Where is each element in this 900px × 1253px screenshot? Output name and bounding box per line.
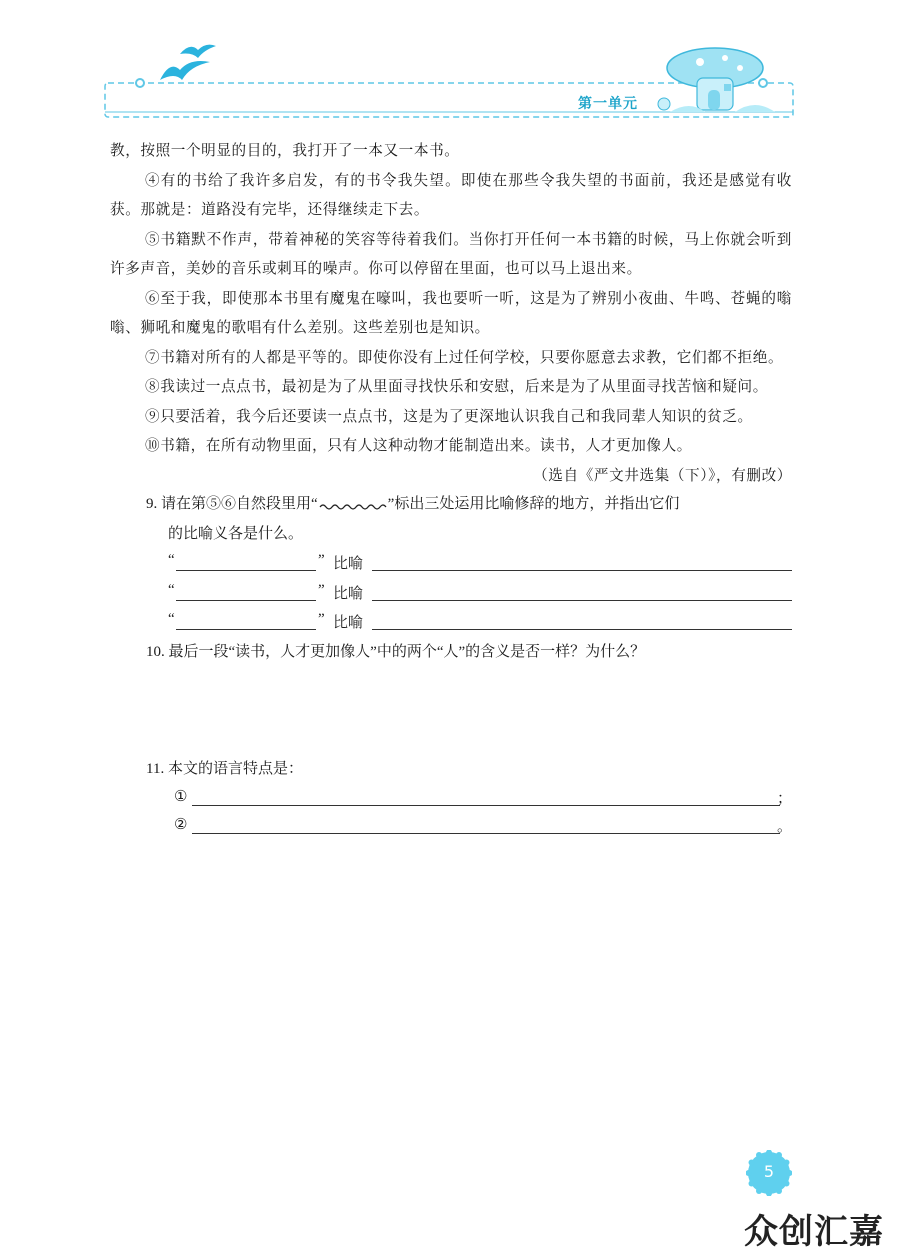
open-quote: “ xyxy=(168,552,175,568)
item-number: ② xyxy=(174,816,188,833)
meaning-blank[interactable] xyxy=(372,570,792,571)
source-citation: （选自《严文井选集（下）》，有删改） xyxy=(533,466,792,484)
close-quote: ” xyxy=(318,611,325,627)
metaphor-answer-row xyxy=(110,549,792,579)
paragraph: ④有的书给了我许多启发，有的书令我失望。即使在那些令我失望的书面前，我还是感觉有收获。那就是：道路没有完毕，还得继续走下去。 xyxy=(110,171,792,218)
metaphor-answer-row xyxy=(110,579,792,609)
meaning-blank[interactable] xyxy=(372,600,792,601)
answer-blank[interactable] xyxy=(192,833,780,834)
paragraph: ⑦书籍对所有的人都是平等的。即使你没有上过任何学校，只要你愿意去求教，它们都不拒绝。 xyxy=(145,348,784,366)
language-feature-row xyxy=(110,813,792,841)
bird-icon xyxy=(160,61,210,80)
paragraph: ⑨只要活着，我今后还要读一点点书，这是为了更深地认识我自己和我同辈人知识的贫乏。 xyxy=(145,407,753,425)
page-number-badge xyxy=(746,1150,792,1196)
page-number: 5 xyxy=(763,1162,775,1181)
close-quote: ” xyxy=(318,552,325,568)
header-decoration xyxy=(0,0,900,130)
meaning-blank[interactable] xyxy=(372,629,792,630)
quote-blank[interactable] xyxy=(176,629,316,630)
quote-blank[interactable] xyxy=(176,570,316,571)
paragraph: ⑥至于我，即使那本书里有魔鬼在嚎叫，我也要听一听，这是为了辨别小夜曲、牛鸣、苍蝇的嗡嗡、狮吼和魔鬼的歌唱有什么差别。这些差别也是知识。 xyxy=(110,289,792,336)
bird-icon xyxy=(180,45,216,58)
question-10: 10. 最后一段“读书，人才更加像人”中的两个“人”的含义是否一样？为什么？ xyxy=(146,643,646,660)
paragraph: ⑧我读过一点点书，最初是为了从里面寻找快乐和安慰，后来是为了从里面寻找苦恼和疑问。 xyxy=(145,378,768,395)
item-punctuation: 。 xyxy=(776,818,792,835)
answer-blank[interactable] xyxy=(192,805,780,806)
watermark: 众创汇嘉 xyxy=(744,1212,884,1252)
open-quote: “ xyxy=(168,581,175,598)
question-9-text: 的比喻义各是什么。 xyxy=(168,525,304,542)
item-number: ① xyxy=(174,788,188,805)
open-quote: “ xyxy=(168,611,175,627)
question-9 xyxy=(110,490,792,549)
mushroom-house-icon xyxy=(658,48,775,112)
paragraph: ⑤书籍默不作声，带着神秘的笑容等待着我们。当你打开任何一本书籍的时候，马上你就会听到许多声音，美妙的音乐或刺耳的噪声。你可以停留在里面，也可以马上退出来。 xyxy=(110,230,792,277)
page-content xyxy=(110,136,792,841)
question-11: 11. 本文的语言特点是： xyxy=(146,761,303,777)
metaphor-label: 比喻 xyxy=(333,585,364,602)
question-9-text: ”标出三处运用比喻修辞的地方，并指出它们 xyxy=(387,496,680,512)
page-header xyxy=(0,0,900,130)
metaphor-answer-row xyxy=(110,608,792,638)
metaphor-label: 比喻 xyxy=(333,615,364,631)
question-9-text: 9. 请在第⑤⑥自然段里用“ xyxy=(146,496,318,512)
paragraph: 教，按照一个明显的目的，我打开了一本又一本书。 xyxy=(110,142,460,159)
paragraph: ⑩书籍，在所有动物里面，只有人这种动物才能制造出来。读书，人才更加像人。 xyxy=(145,437,692,454)
quote-blank[interactable] xyxy=(176,600,316,601)
wavy-underline-icon xyxy=(318,498,388,512)
metaphor-label: 比喻 xyxy=(333,556,364,572)
answer-space[interactable] xyxy=(110,667,792,755)
close-quote: ” xyxy=(318,581,325,598)
language-feature-row xyxy=(110,785,792,813)
item-punctuation: ； xyxy=(776,790,792,807)
unit-title: 第一单元 xyxy=(578,96,638,112)
